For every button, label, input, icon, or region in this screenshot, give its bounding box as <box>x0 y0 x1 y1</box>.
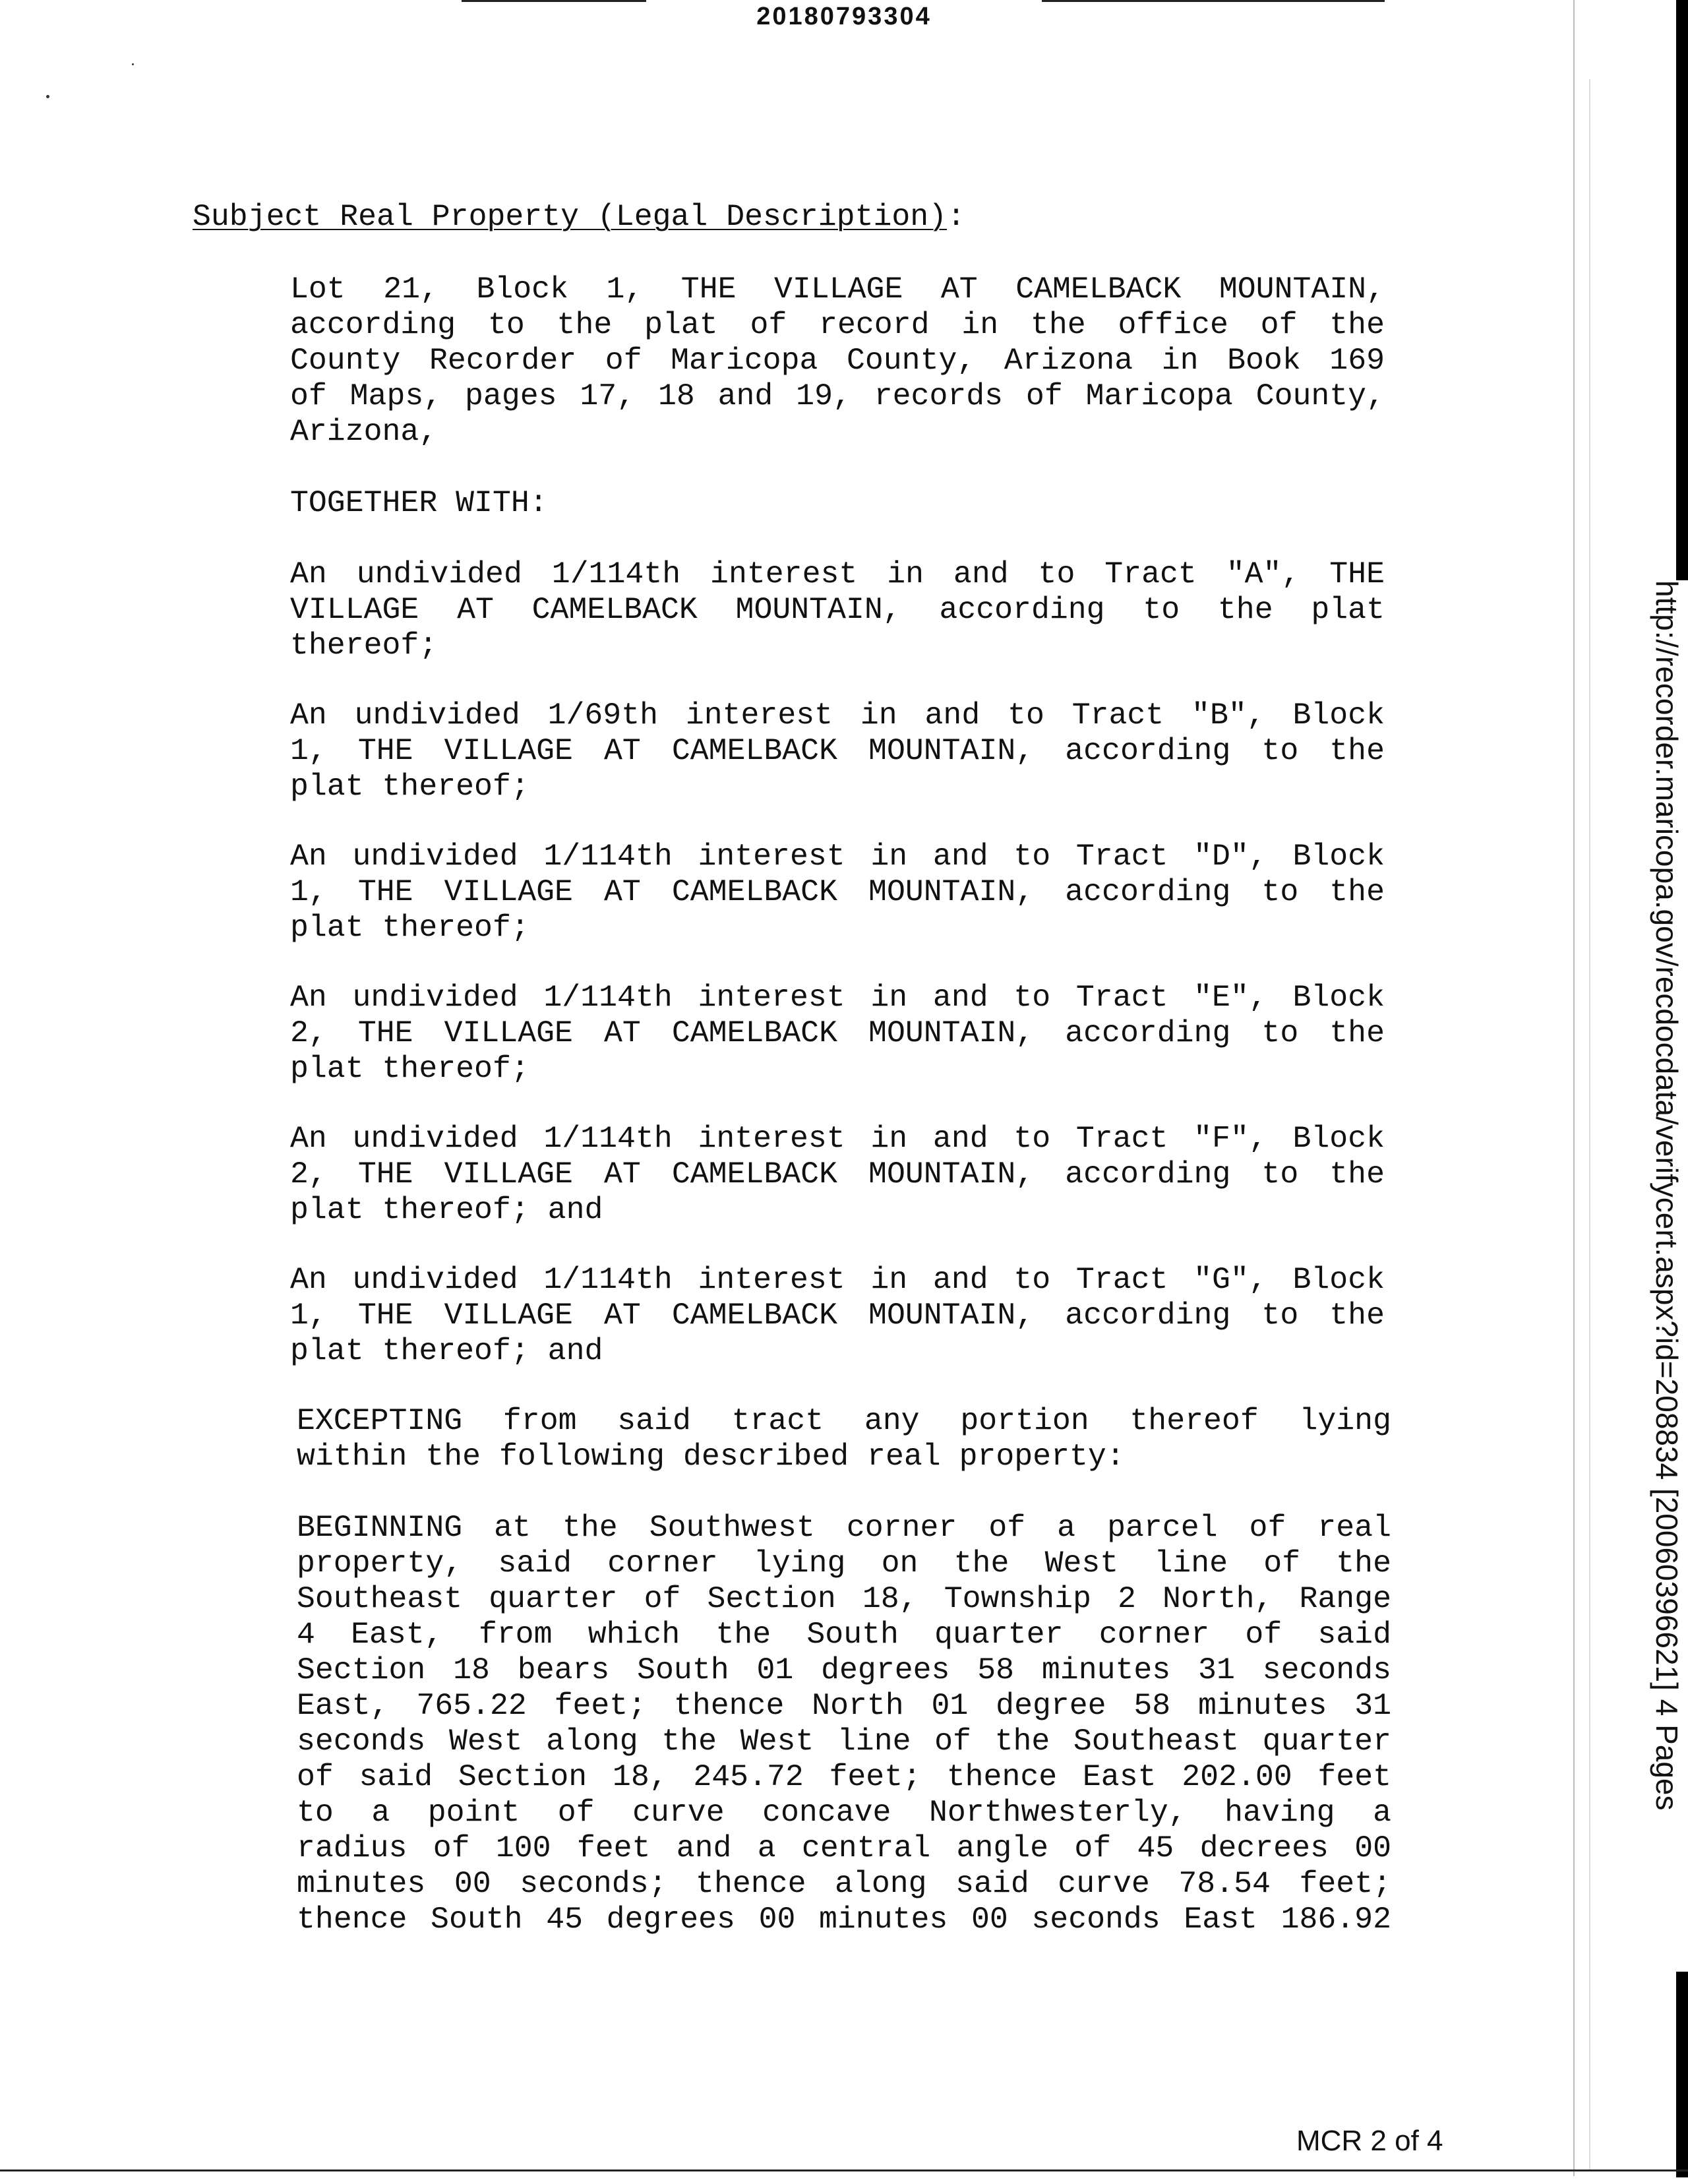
paragraph <box>290 272 1385 450</box>
paragraph-line: of Maps, pages 17, 18 and 19, records of Maricopa County, <box>290 379 1385 413</box>
paragraph-line: VILLAGE AT CAMELBACK MOUNTAIN, according to the plat <box>290 592 1385 627</box>
paragraph-line: An undivided 1/114th interest in and to Tract "E", Block <box>290 980 1385 1015</box>
paragraph-line: thereof; <box>290 628 438 663</box>
scan-speck <box>46 95 49 98</box>
paragraph-line: to a point of curve concave Northwesterly, having a <box>297 1795 1391 1830</box>
paragraph <box>297 1510 1391 1937</box>
top-rule-left <box>462 0 646 2</box>
paragraph-line: within the following described real property: <box>297 1439 1125 1474</box>
paragraph-line: property, said corner lying on the West line of the <box>297 1546 1391 1581</box>
scan-speck <box>132 63 134 65</box>
paragraph <box>290 980 1385 1087</box>
paragraph-line: EXCEPTING from said tract any portion thereof lying <box>297 1403 1391 1438</box>
paragraph <box>297 1403 1391 1474</box>
paragraph <box>290 1262 1385 1369</box>
paragraph-line: 1, THE VILLAGE AT CAMELBACK MOUNTAIN, according to the <box>290 874 1385 909</box>
paragraph-line: of said Section 18, 245.72 feet; thence East 202.00 feet <box>297 1759 1391 1794</box>
section-heading <box>193 199 965 235</box>
paragraph-line: 2, THE VILLAGE AT CAMELBACK MOUNTAIN, according to the <box>290 1157 1385 1192</box>
recording-number: 20180793304 <box>756 3 932 30</box>
paragraph <box>290 698 1385 804</box>
paragraph-line: 2, THE VILLAGE AT CAMELBACK MOUNTAIN, according to the <box>290 1016 1385 1050</box>
paragraph <box>290 557 1385 663</box>
section-heading-text: Subject Real Property (Legal Description) <box>193 199 948 234</box>
section-heading-colon: : <box>947 199 965 234</box>
paragraph-line: minutes 00 seconds; thence along said curve 78.54 feet; <box>297 1866 1391 1901</box>
paragraph-line: according to the plat of record in the office of the <box>290 307 1385 342</box>
scan-edge-line <box>1573 0 1575 2176</box>
paragraph-line: An undivided 1/114th interest in and to Tract "D", Block <box>290 839 1385 874</box>
paragraph-line: Section 18 bears South 01 degrees 58 minutes 31 seconds <box>297 1653 1391 1687</box>
paragraph-line: 4 East, from which the South quarter corner of said <box>297 1617 1391 1652</box>
paragraph <box>290 839 1385 946</box>
paragraph-line: seconds West along the West line of the Southeast quarter <box>297 1724 1391 1759</box>
paragraph-line: plat thereof; <box>290 769 529 804</box>
verification-url-stamp: http://recorder.maricopa.gov/recdocdata/verifycert.aspx?id=208834 [20060396621] 4 Pages <box>1650 580 1684 1811</box>
scan-edge-bar <box>1676 0 1688 580</box>
paragraph-line: Lot 21, Block 1, THE VILLAGE AT CAMELBACK MOUNTAIN, <box>290 272 1385 307</box>
scan-edge-line <box>1589 79 1590 2169</box>
paragraph <box>290 1121 1385 1228</box>
paragraph-line: plat thereof; and <box>290 1333 603 1368</box>
paragraph-line: plat thereof; <box>290 910 529 945</box>
paragraph-line: An undivided 1/114th interest in and to Tract "G", Block <box>290 1262 1385 1297</box>
paragraph-line: BEGINNING at the Southwest corner of a parcel of real <box>297 1510 1391 1545</box>
paragraph-line: County Recorder of Maricopa County, Arizona in Book 169 <box>290 343 1385 378</box>
paragraph-line: plat thereof; <box>290 1051 529 1086</box>
paragraph-line: 1, THE VILLAGE AT CAMELBACK MOUNTAIN, according to the <box>290 733 1385 768</box>
paragraph-line: plat thereof; and <box>290 1192 603 1227</box>
page-indicator: MCR 2 of 4 <box>1296 2125 1443 2157</box>
paragraph-line: East, 765.22 feet; thence North 01 degree 58 minutes 31 <box>297 1688 1391 1723</box>
paragraph-line: An undivided 1/114th interest in and to Tract "F", Block <box>290 1121 1385 1156</box>
paragraph-line: Southeast quarter of Section 18, Township 2 North, Range <box>297 1581 1391 1616</box>
paragraph <box>290 485 1385 521</box>
paragraph-line: radius of 100 feet and a central angle of 45 decrees 00 <box>297 1831 1391 1866</box>
paragraph-line: An undivided 1/69th interest in and to Tract "B", Block <box>290 698 1385 733</box>
bottom-rule <box>0 2169 1688 2171</box>
paragraph-line: TOGETHER WITH: <box>290 485 548 520</box>
paragraph-line: 1, THE VILLAGE AT CAMELBACK MOUNTAIN, according to the <box>290 1298 1385 1333</box>
paragraph-line: An undivided 1/114th interest in and to Tract "A", THE <box>290 557 1385 592</box>
scan-edge-bar <box>1676 1972 1688 2177</box>
paragraph-line: thence South 45 degrees 00 minutes 00 seconds East 186.92 <box>297 1902 1391 1937</box>
top-rule-right <box>1042 0 1385 2</box>
paragraph-line: Arizona, <box>290 414 438 449</box>
